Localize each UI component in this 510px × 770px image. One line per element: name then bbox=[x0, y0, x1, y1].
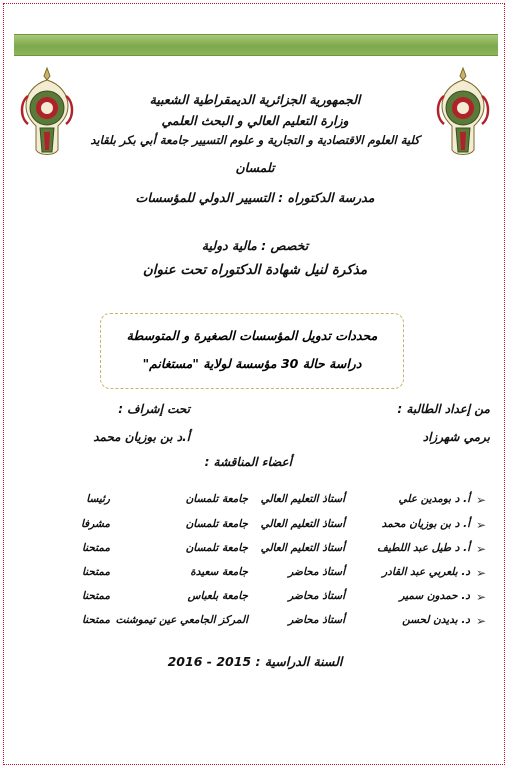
jury-member-row bbox=[0, 518, 510, 536]
academic-year: السنة الدراسية : 2015 - 2016 bbox=[167, 654, 343, 669]
jury-member-university: جامعة تلمسان bbox=[185, 493, 248, 505]
supervisor-label: تحت إشراف : bbox=[118, 402, 190, 416]
jury-member-rank: أستاذ محاضر bbox=[288, 614, 345, 626]
thesis-title-line1: محددات تدويل المؤسسات الصغيرة و المتوسطة bbox=[126, 328, 378, 343]
jury-member-name: د. بديدن لحسن bbox=[402, 614, 470, 626]
jury-member-university: جامعة سعيدة bbox=[190, 566, 248, 578]
bullet-arrow-icon: ➢ bbox=[475, 614, 486, 628]
bullet-arrow-icon: ➢ bbox=[475, 493, 486, 507]
jury-member-university: جامعة تلمسان bbox=[185, 518, 248, 530]
jury-member-row bbox=[0, 614, 510, 632]
jury-member-role: ممتحنا bbox=[81, 590, 110, 602]
jury-member-university: المركز الجامعي عين تيموشنت bbox=[115, 614, 248, 626]
student-label: من إعداد الطالبة : bbox=[397, 402, 490, 416]
jury-member-name: د. حمدون سمير bbox=[399, 590, 470, 602]
jury-member-name: أ. د بومدين علي bbox=[398, 493, 470, 505]
header-ministry: وزارة التعليم العالي و البحث العلمي bbox=[161, 113, 349, 128]
jury-member-role: ممتحنا bbox=[81, 614, 110, 626]
jury-member-role: مشرفا bbox=[80, 518, 110, 530]
jury-member-role: ممتحنا bbox=[81, 542, 110, 554]
header-faculty: كلية العلوم الاقتصادية و التجارية و علوم التسيير جامعة أبي بكر بلقايد bbox=[90, 133, 420, 147]
specialty-label: تخصص : مالية دولية bbox=[201, 238, 309, 253]
jury-member-rank: أستاذ التعليم العالي bbox=[260, 542, 345, 554]
jury-member-role: رئيسا bbox=[86, 493, 110, 505]
jury-member-role: ممتحنا bbox=[81, 566, 110, 578]
jury-member-row bbox=[0, 542, 510, 560]
jury-member-rank: أستاذ التعليم العالي bbox=[260, 493, 345, 505]
header-green-band bbox=[14, 34, 498, 56]
jury-label: أعضاء المناقشة : bbox=[204, 455, 292, 469]
jury-member-rank: أستاذ محاضر bbox=[288, 590, 345, 602]
bullet-arrow-icon: ➢ bbox=[475, 518, 486, 532]
bullet-arrow-icon: ➢ bbox=[475, 590, 486, 604]
bullet-arrow-icon: ➢ bbox=[475, 566, 486, 580]
student-name: برمي شهرزاد bbox=[422, 430, 490, 444]
header-doctoral-school: مدرسة الدكتوراه : التسيير الدولي للمؤسسات bbox=[135, 190, 375, 205]
header-city: تلمسان bbox=[235, 160, 275, 175]
thesis-title-box bbox=[100, 313, 404, 389]
thesis-title-line2: دراسة حالة 30 مؤسسة لولاية "مستغانم" bbox=[142, 356, 362, 371]
jury-member-name: أ. د طيل عبد اللطيف bbox=[377, 542, 470, 554]
jury-member-rank: أستاذ محاضر bbox=[288, 566, 345, 578]
jury-member-name: أ. د بن بوزيان محمد bbox=[381, 518, 470, 530]
jury-member-university: جامعة بلعباس bbox=[187, 590, 248, 602]
jury-member-rank: أستاذ التعليم العالي bbox=[260, 518, 345, 530]
jury-member-row bbox=[0, 566, 510, 584]
jury-member-university: جامعة تلمسان bbox=[185, 542, 248, 554]
jury-member-row bbox=[0, 590, 510, 608]
header-republic: الجمهورية الجزائرية الديمقراطية الشعبية bbox=[149, 92, 361, 107]
jury-member-name: د. بلعربي عبد القادر bbox=[382, 566, 470, 578]
thesis-label: مذكرة لنيل شهادة الدكتوراه تحت عنوان bbox=[142, 262, 368, 278]
supervisor-name: أ.د بن بوزيان محمد bbox=[93, 430, 190, 444]
jury-member-row bbox=[0, 493, 510, 511]
bullet-arrow-icon: ➢ bbox=[475, 542, 486, 556]
